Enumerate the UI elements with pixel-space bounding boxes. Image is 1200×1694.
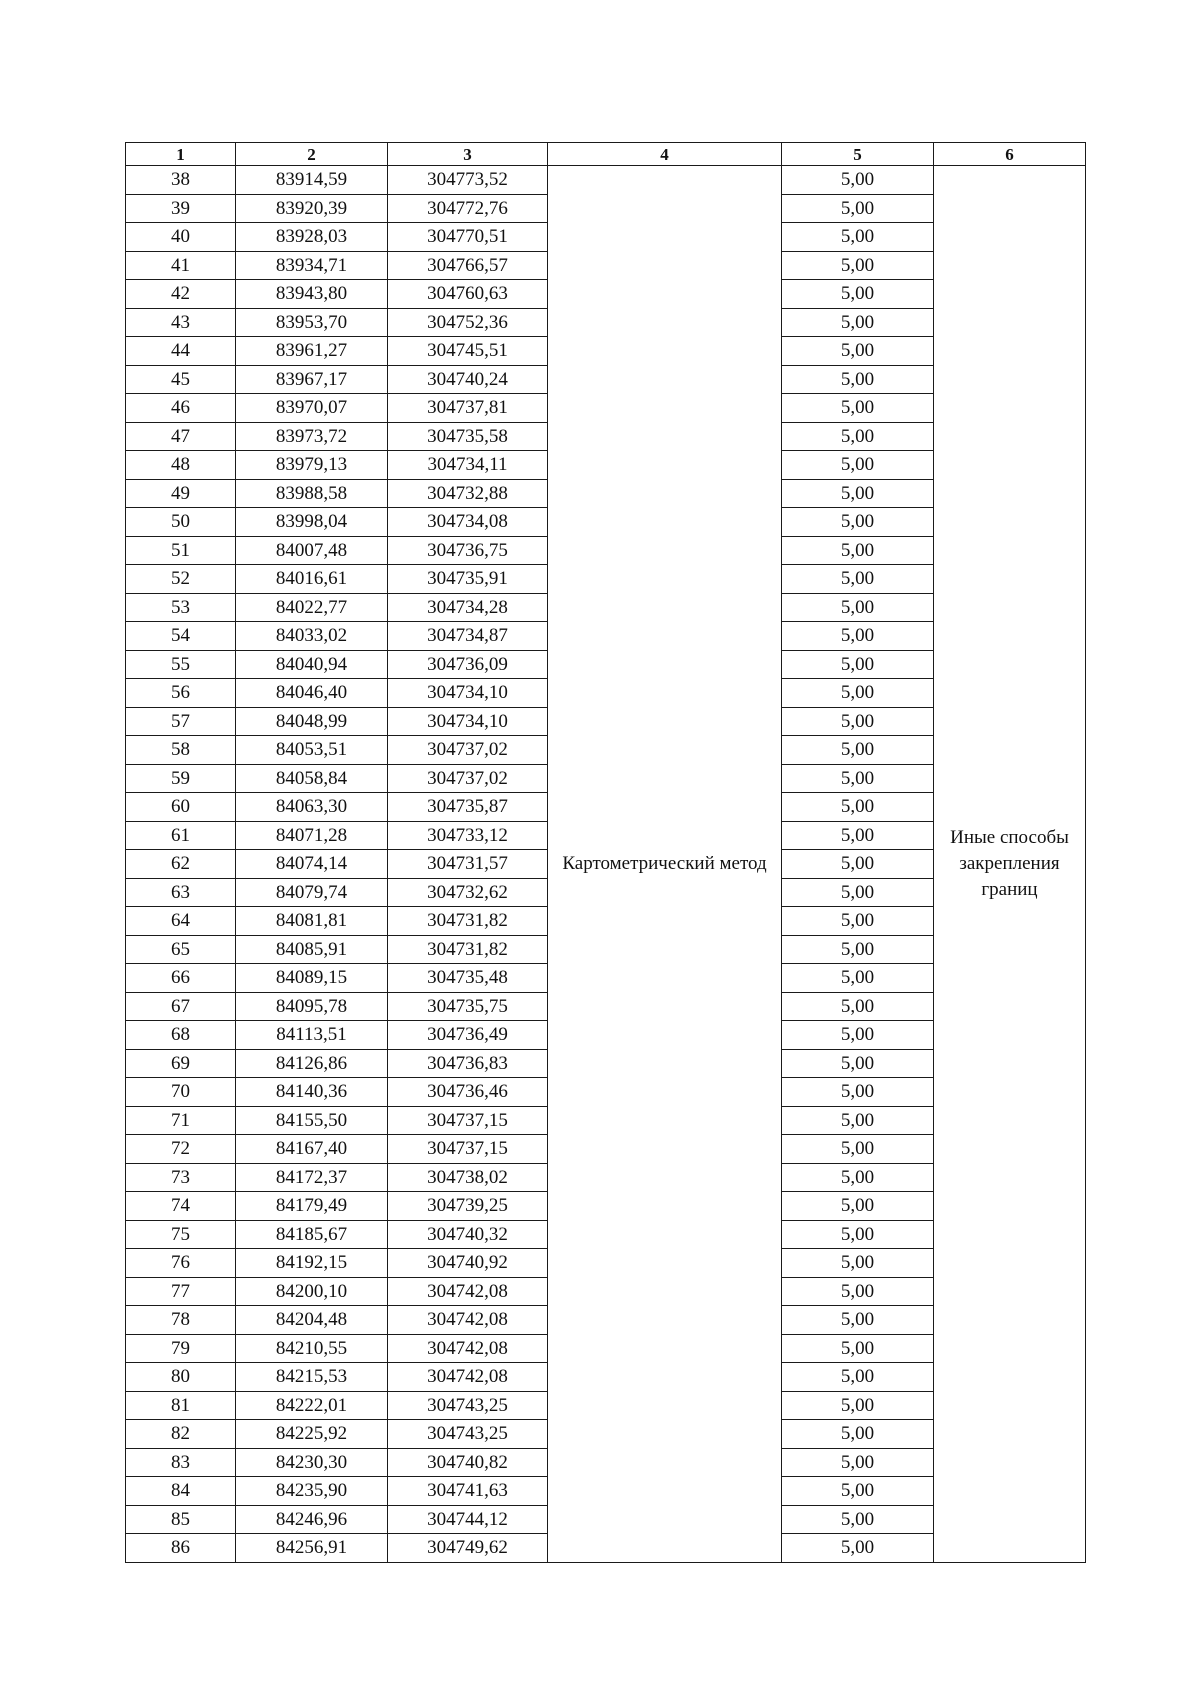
x-coordinate-cell: 83970,07	[236, 394, 388, 423]
y-coordinate-cell: 304735,87	[388, 793, 548, 822]
accuracy-cell: 5,00	[782, 194, 934, 223]
x-coordinate-cell: 84063,30	[236, 793, 388, 822]
y-coordinate-cell: 304734,87	[388, 622, 548, 651]
point-number-cell: 51	[126, 536, 236, 565]
point-number-cell: 50	[126, 508, 236, 537]
point-number-cell: 42	[126, 280, 236, 309]
method-cell: Картометрический метод	[548, 166, 782, 1563]
accuracy-cell: 5,00	[782, 764, 934, 793]
point-number-cell: 49	[126, 479, 236, 508]
accuracy-cell: 5,00	[782, 337, 934, 366]
point-number-cell: 79	[126, 1334, 236, 1363]
y-coordinate-cell: 304732,88	[388, 479, 548, 508]
accuracy-cell: 5,00	[782, 878, 934, 907]
accuracy-cell: 5,00	[782, 1021, 934, 1050]
y-coordinate-cell: 304731,82	[388, 907, 548, 936]
point-number-cell: 81	[126, 1391, 236, 1420]
y-coordinate-cell: 304738,02	[388, 1163, 548, 1192]
y-coordinate-cell: 304737,02	[388, 736, 548, 765]
accuracy-cell: 5,00	[782, 935, 934, 964]
x-coordinate-cell: 84140,36	[236, 1078, 388, 1107]
x-coordinate-cell: 84016,61	[236, 565, 388, 594]
y-coordinate-cell: 304743,25	[388, 1391, 548, 1420]
x-coordinate-cell: 84007,48	[236, 536, 388, 565]
x-coordinate-cell: 84113,51	[236, 1021, 388, 1050]
column-header-6: 6	[934, 143, 1086, 166]
y-coordinate-cell: 304742,08	[388, 1277, 548, 1306]
y-coordinate-cell: 304745,51	[388, 337, 548, 366]
y-coordinate-cell: 304733,12	[388, 821, 548, 850]
x-coordinate-cell: 84192,15	[236, 1249, 388, 1278]
accuracy-cell: 5,00	[782, 1477, 934, 1506]
point-number-cell: 65	[126, 935, 236, 964]
point-number-cell: 76	[126, 1249, 236, 1278]
y-coordinate-cell: 304740,32	[388, 1220, 548, 1249]
accuracy-cell: 5,00	[782, 1363, 934, 1392]
accuracy-cell: 5,00	[782, 793, 934, 822]
x-coordinate-cell: 84089,15	[236, 964, 388, 993]
y-coordinate-cell: 304737,15	[388, 1106, 548, 1135]
point-number-cell: 41	[126, 251, 236, 280]
x-coordinate-cell: 83979,13	[236, 451, 388, 480]
y-coordinate-cell: 304741,63	[388, 1477, 548, 1506]
y-coordinate-cell: 304770,51	[388, 223, 548, 252]
y-coordinate-cell: 304740,24	[388, 365, 548, 394]
x-coordinate-cell: 83920,39	[236, 194, 388, 223]
y-coordinate-cell: 304772,76	[388, 194, 548, 223]
accuracy-cell: 5,00	[782, 251, 934, 280]
accuracy-cell: 5,00	[782, 1420, 934, 1449]
accuracy-cell: 5,00	[782, 1049, 934, 1078]
y-coordinate-cell: 304735,58	[388, 422, 548, 451]
y-coordinate-cell: 304742,08	[388, 1306, 548, 1335]
x-coordinate-cell: 84215,53	[236, 1363, 388, 1392]
column-header-5: 5	[782, 143, 934, 166]
y-coordinate-cell: 304752,36	[388, 308, 548, 337]
y-coordinate-cell: 304742,08	[388, 1363, 548, 1392]
point-number-cell: 71	[126, 1106, 236, 1135]
accuracy-cell: 5,00	[782, 223, 934, 252]
accuracy-cell: 5,00	[782, 1505, 934, 1534]
x-coordinate-cell: 84179,49	[236, 1192, 388, 1221]
y-coordinate-cell: 304732,62	[388, 878, 548, 907]
y-coordinate-cell: 304740,82	[388, 1448, 548, 1477]
point-number-cell: 84	[126, 1477, 236, 1506]
accuracy-cell: 5,00	[782, 1391, 934, 1420]
point-number-cell: 73	[126, 1163, 236, 1192]
accuracy-cell: 5,00	[782, 821, 934, 850]
point-number-cell: 78	[126, 1306, 236, 1335]
y-coordinate-cell: 304737,15	[388, 1135, 548, 1164]
y-coordinate-cell: 304773,52	[388, 166, 548, 195]
point-number-cell: 58	[126, 736, 236, 765]
y-coordinate-cell: 304734,10	[388, 679, 548, 708]
coordinates-table	[125, 142, 1086, 1563]
y-coordinate-cell: 304735,91	[388, 565, 548, 594]
point-number-cell: 72	[126, 1135, 236, 1164]
y-coordinate-cell: 304734,10	[388, 707, 548, 736]
y-coordinate-cell: 304736,75	[388, 536, 548, 565]
accuracy-cell: 5,00	[782, 964, 934, 993]
accuracy-cell: 5,00	[782, 1306, 934, 1335]
point-number-cell: 60	[126, 793, 236, 822]
y-coordinate-cell: 304742,08	[388, 1334, 548, 1363]
y-coordinate-cell: 304735,48	[388, 964, 548, 993]
accuracy-cell: 5,00	[782, 1220, 934, 1249]
x-coordinate-cell: 83934,71	[236, 251, 388, 280]
accuracy-cell: 5,00	[782, 280, 934, 309]
accuracy-cell: 5,00	[782, 650, 934, 679]
x-coordinate-cell: 84225,92	[236, 1420, 388, 1449]
point-number-cell: 43	[126, 308, 236, 337]
x-coordinate-cell: 84235,90	[236, 1477, 388, 1506]
accuracy-cell: 5,00	[782, 992, 934, 1021]
point-number-cell: 82	[126, 1420, 236, 1449]
table-row	[126, 166, 1086, 195]
y-coordinate-cell: 304740,92	[388, 1249, 548, 1278]
point-number-cell: 40	[126, 223, 236, 252]
point-number-cell: 56	[126, 679, 236, 708]
point-number-cell: 62	[126, 850, 236, 879]
point-number-cell: 66	[126, 964, 236, 993]
y-coordinate-cell: 304737,81	[388, 394, 548, 423]
x-coordinate-cell: 84053,51	[236, 736, 388, 765]
x-coordinate-cell: 84222,01	[236, 1391, 388, 1420]
x-coordinate-cell: 84033,02	[236, 622, 388, 651]
point-number-cell: 44	[126, 337, 236, 366]
point-number-cell: 75	[126, 1220, 236, 1249]
x-coordinate-cell: 83988,58	[236, 479, 388, 508]
accuracy-cell: 5,00	[782, 907, 934, 936]
accuracy-cell: 5,00	[782, 593, 934, 622]
x-coordinate-cell: 84074,14	[236, 850, 388, 879]
x-coordinate-cell: 83943,80	[236, 280, 388, 309]
x-coordinate-cell: 83961,27	[236, 337, 388, 366]
y-coordinate-cell: 304734,08	[388, 508, 548, 537]
x-coordinate-cell: 84085,91	[236, 935, 388, 964]
x-coordinate-cell: 84246,96	[236, 1505, 388, 1534]
x-coordinate-cell: 84230,30	[236, 1448, 388, 1477]
x-coordinate-cell: 84081,81	[236, 907, 388, 936]
x-coordinate-cell: 83928,03	[236, 223, 388, 252]
accuracy-cell: 5,00	[782, 451, 934, 480]
accuracy-cell: 5,00	[782, 736, 934, 765]
x-coordinate-cell: 84022,77	[236, 593, 388, 622]
x-coordinate-cell: 84071,28	[236, 821, 388, 850]
x-coordinate-cell: 83953,70	[236, 308, 388, 337]
point-number-cell: 53	[126, 593, 236, 622]
x-coordinate-cell: 84040,94	[236, 650, 388, 679]
accuracy-cell: 5,00	[782, 1135, 934, 1164]
x-coordinate-cell: 83914,59	[236, 166, 388, 195]
point-number-cell: 77	[126, 1277, 236, 1306]
point-number-cell: 39	[126, 194, 236, 223]
point-number-cell: 46	[126, 394, 236, 423]
accuracy-cell: 5,00	[782, 622, 934, 651]
x-coordinate-cell: 84185,67	[236, 1220, 388, 1249]
point-number-cell: 85	[126, 1505, 236, 1534]
point-number-cell: 63	[126, 878, 236, 907]
y-coordinate-cell: 304736,46	[388, 1078, 548, 1107]
x-coordinate-cell: 84167,40	[236, 1135, 388, 1164]
point-number-cell: 83	[126, 1448, 236, 1477]
x-coordinate-cell: 84155,50	[236, 1106, 388, 1135]
accuracy-cell: 5,00	[782, 1163, 934, 1192]
point-number-cell: 67	[126, 992, 236, 1021]
x-coordinate-cell: 84172,37	[236, 1163, 388, 1192]
point-number-cell: 69	[126, 1049, 236, 1078]
point-number-cell: 57	[126, 707, 236, 736]
accuracy-cell: 5,00	[782, 1192, 934, 1221]
x-coordinate-cell: 84126,86	[236, 1049, 388, 1078]
y-coordinate-cell: 304739,25	[388, 1192, 548, 1221]
point-number-cell: 59	[126, 764, 236, 793]
point-number-cell: 74	[126, 1192, 236, 1221]
accuracy-cell: 5,00	[782, 508, 934, 537]
y-coordinate-cell: 304737,02	[388, 764, 548, 793]
x-coordinate-cell: 84095,78	[236, 992, 388, 1021]
y-coordinate-cell: 304736,09	[388, 650, 548, 679]
column-header-2: 2	[236, 143, 388, 166]
y-coordinate-cell: 304760,63	[388, 280, 548, 309]
x-coordinate-cell: 84210,55	[236, 1334, 388, 1363]
accuracy-cell: 5,00	[782, 1277, 934, 1306]
x-coordinate-cell: 84058,84	[236, 764, 388, 793]
y-coordinate-cell: 304744,12	[388, 1505, 548, 1534]
column-header-3: 3	[388, 143, 548, 166]
y-coordinate-cell: 304731,82	[388, 935, 548, 964]
accuracy-cell: 5,00	[782, 394, 934, 423]
y-coordinate-cell: 304734,28	[388, 593, 548, 622]
accuracy-cell: 5,00	[782, 308, 934, 337]
point-number-cell: 45	[126, 365, 236, 394]
accuracy-cell: 5,00	[782, 166, 934, 195]
point-number-cell: 86	[126, 1534, 236, 1563]
x-coordinate-cell: 84046,40	[236, 679, 388, 708]
accuracy-cell: 5,00	[782, 1334, 934, 1363]
accuracy-cell: 5,00	[782, 679, 934, 708]
x-coordinate-cell: 83973,72	[236, 422, 388, 451]
accuracy-cell: 5,00	[782, 365, 934, 394]
point-number-cell: 61	[126, 821, 236, 850]
accuracy-cell: 5,00	[782, 479, 934, 508]
accuracy-cell: 5,00	[782, 1249, 934, 1278]
y-coordinate-cell: 304736,83	[388, 1049, 548, 1078]
y-coordinate-cell: 304736,49	[388, 1021, 548, 1050]
y-coordinate-cell: 304766,57	[388, 251, 548, 280]
x-coordinate-cell: 84079,74	[236, 878, 388, 907]
point-number-cell: 54	[126, 622, 236, 651]
point-number-cell: 47	[126, 422, 236, 451]
accuracy-cell: 5,00	[782, 422, 934, 451]
x-coordinate-cell: 84256,91	[236, 1534, 388, 1563]
point-number-cell: 38	[126, 166, 236, 195]
column-header-1: 1	[126, 143, 236, 166]
x-coordinate-cell: 83998,04	[236, 508, 388, 537]
accuracy-cell: 5,00	[782, 707, 934, 736]
point-number-cell: 52	[126, 565, 236, 594]
point-number-cell: 64	[126, 907, 236, 936]
accuracy-cell: 5,00	[782, 1106, 934, 1135]
accuracy-cell: 5,00	[782, 565, 934, 594]
point-number-cell: 48	[126, 451, 236, 480]
point-number-cell: 68	[126, 1021, 236, 1050]
x-coordinate-cell: 83967,17	[236, 365, 388, 394]
y-coordinate-cell: 304749,62	[388, 1534, 548, 1563]
accuracy-cell: 5,00	[782, 1078, 934, 1107]
table-header-row	[126, 143, 1086, 166]
point-number-cell: 70	[126, 1078, 236, 1107]
point-number-cell: 80	[126, 1363, 236, 1392]
point-number-cell: 55	[126, 650, 236, 679]
y-coordinate-cell: 304731,57	[388, 850, 548, 879]
accuracy-cell: 5,00	[782, 850, 934, 879]
y-coordinate-cell: 304743,25	[388, 1420, 548, 1449]
accuracy-cell: 5,00	[782, 536, 934, 565]
accuracy-cell: 5,00	[782, 1448, 934, 1477]
y-coordinate-cell: 304735,75	[388, 992, 548, 1021]
y-coordinate-cell: 304734,11	[388, 451, 548, 480]
accuracy-cell: 5,00	[782, 1534, 934, 1563]
fixing-method-cell: Иные способы закрепления границ	[934, 166, 1086, 1563]
x-coordinate-cell: 84048,99	[236, 707, 388, 736]
x-coordinate-cell: 84200,10	[236, 1277, 388, 1306]
column-header-4: 4	[548, 143, 782, 166]
x-coordinate-cell: 84204,48	[236, 1306, 388, 1335]
